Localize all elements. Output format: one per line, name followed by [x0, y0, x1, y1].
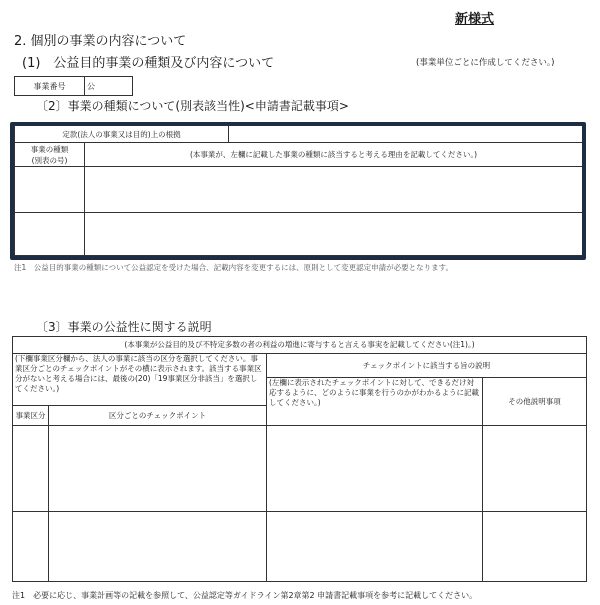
other-explanation-cell-2[interactable]	[483, 512, 587, 582]
new-form-label: 新様式	[455, 12, 495, 27]
checkpoint-cell-1[interactable]	[49, 426, 267, 512]
unit-note: (事業単位ごとに作成してください。)	[416, 58, 555, 68]
highlight-frame	[10, 122, 586, 260]
subsection-title-1: (1) 公益目的事業の種類及び内容について	[22, 56, 275, 71]
category-label: 事業区分	[13, 406, 49, 426]
checkpoint-instruction: (左欄に表示されたチェックポイントに対して、できるだけ対応するように、どのように事業を行うのかがわかるように記載してください。)	[267, 378, 483, 426]
checkpoint-explain-cell-1[interactable]	[267, 426, 483, 512]
business-number-label: 事業番号	[15, 77, 85, 96]
checkpoint-label: 区分ごとのチェックポイント	[49, 406, 267, 426]
category-instruction: (下欄事業区分欄から、法人の事業に該当の区分を選択してください。事業区分ごとのチェックポイントがその横に表示されます。該当する事業区分がないと考える場合には、最後の(20)「19事業区分非該当」を選択してください。)	[13, 354, 267, 406]
business-type-label-line1: 事業の種類	[30, 144, 69, 154]
reason-header: (本事業が、左欄に記載した事業の種類に該当すると考える理由を記載してください。)	[85, 143, 583, 167]
category-cell-1[interactable]	[13, 426, 49, 512]
other-explanation-header: その他説明事項	[483, 378, 587, 426]
articles-basis-label: 定款(法人の事業又は目的)上の根拠	[15, 126, 229, 143]
part2-title: 〔2〕事業の種類について(別表該当性)<申請書記載事項>	[36, 99, 349, 113]
checkpoint-explain-header: チェックポイントに該当する旨の説明	[267, 354, 587, 378]
public-interest-header: (本事業が公益目的及び不特定多数の者の利益の増進に寄与すると言える事実を記載してください(注1)。)	[13, 337, 587, 354]
part2-note: 注1 公益目的事業の種類について公益認定を受けた場合、記載内容を変更するには、原則として変更認定申請が必要となります。	[14, 263, 454, 272]
checkpoint-explain-cell-2[interactable]	[267, 512, 483, 582]
business-type-label-line2: (別表の号)	[31, 155, 68, 165]
business-number-field[interactable]: 公	[85, 77, 133, 96]
footnote: 注1 必要に応じ、事業計画等の記載を参照して、公益認定等ガイドライン第2章第2 申請書記載事項を参考に記載してください。	[12, 591, 478, 600]
other-explanation-cell-1[interactable]	[483, 426, 587, 512]
public-interest-table	[12, 336, 587, 582]
business-number-table	[14, 76, 133, 96]
part3-title: 〔3〕事業の公益性に関する説明	[36, 320, 212, 334]
category-cell-2[interactable]	[13, 512, 49, 582]
section-title: 2. 個別の事業の内容について	[14, 34, 187, 49]
checkpoint-cell-2[interactable]	[49, 512, 267, 582]
